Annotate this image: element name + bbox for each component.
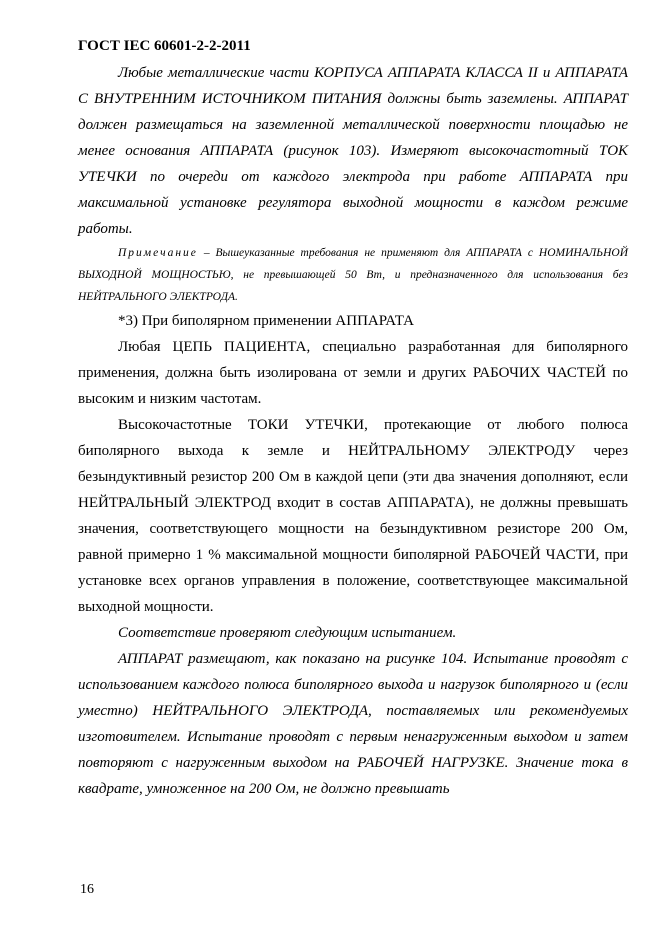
document-body: [78, 60, 628, 802]
paragraph-test-procedure: АППАРАТ размещают, как показано на рисунке 104. Испытание проводят с использованием каждого полюса биполярного выхода и нагрузок биполярного и (если уместно) НЕЙТРАЛЬНОГО ЭЛЕКТРОДА, поставляемых или рекомендуемых изготовителем. Испытание проводят с первым ненагруженным выходом и затем повторяют с нагруженным выходом на РАБОЧЕЙ НАГРУЗКЕ. Значение тока в квадрате, умноженное на 200 Ом, не должно превышать: [78, 651, 628, 797]
standard-header: ГОСТ IEC 60601-2-2-2011: [78, 38, 251, 54]
paragraph-grounding-requirements: Любые металлические части КОРПУСА АППАРАТА КЛАССА II и АППАРАТА С ВНУТРЕННИМ ИСТОЧНИКОМ ПИТАНИЯ должны быть заземлены. АППАРАТ должен размещаться на заземленной металлической поверхности площадью не менее основания АППАРАТА (рисунок 103). Измеряют высокочастотный ТОК УТЕЧКИ по очереди от каждого электрода при работе АППАРАТА при максимальной установке регулятора выходной мощности в каждом режиме работы.: [78, 65, 628, 237]
paragraph-patient-circuit: Любая ЦЕПЬ ПАЦИЕНТА, специально разработанная для биполярного применения, должна быть изолирована от земли и других РАБОЧИХ ЧАСТЕЙ по высоким и низким частотам.: [78, 339, 628, 407]
note: [78, 242, 628, 308]
paragraph-leakage-currents: Высокочастотные ТОКИ УТЕЧКИ, протекающие от любого полюса биполярного выхода к земле и НЕЙТРАЛЬНОМУ ЭЛЕКТРОДУ через безындуктивный резистор 200 Ом в каждой цепи (эти два значения дополняют, если НЕЙТРАЛЬНЫЙ ЭЛЕКТРОД входит в состав АППАРАТА), не должны превышать значения, соответствующего мощности на безындуктивном резисторе 200 Ом, равной примерно 1 % максимальной мощности биполярной РАБОЧЕЙ ЧАСТИ, при установке всех органов управления в положение, соответствующее максимальной выходной мощности.: [78, 417, 628, 615]
section-bipolar-heading: *3) При биполярном применении АППАРАТА: [118, 313, 414, 329]
note-text: – Вышеуказанные требования не применяют для АППАРАТА с НОМИНАЛЬНОЙ ВЫХОДНОЙ МОЩНОСТЬЮ, не превышающей 50 Вт, и предназначенного для использования без НЕЙТРАЛЬНОГО ЭЛЕКТРОДА.: [78, 247, 628, 303]
page-number: 16: [80, 882, 94, 897]
paragraph-compliance-check: Соответствие проверяют следующим испытанием.: [118, 625, 457, 641]
note-label: Примечание: [118, 247, 198, 259]
